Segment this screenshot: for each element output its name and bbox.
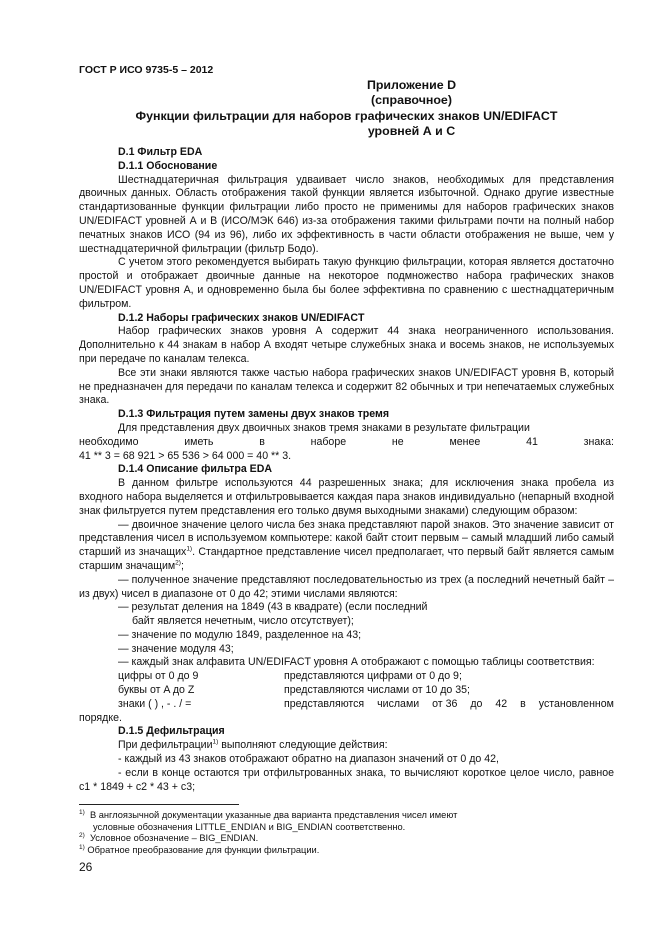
footnote xyxy=(79,810,599,822)
word: числами xyxy=(377,697,420,710)
text-run: При дефильтрации xyxy=(118,739,213,752)
list-item: — значение по модулю 1849, разделенное на 43; xyxy=(118,628,362,641)
annex-label: Приложение D xyxy=(366,78,457,92)
mapping-source: цифры от 0 до 9 xyxy=(118,670,199,683)
footnote-text: Условное обозначение – BIG_ENDIAN. xyxy=(89,833,259,844)
paragraph: Набор графических знаков уровня А содержит 44 знака неограниченного использования. Дополнительно к 44 знакам в набор А входят четыре служебных знака и восемь знаков, не используемых при передаче по каналам телекса. xyxy=(79,325,614,365)
word: до xyxy=(470,697,483,710)
paragraph: Шестнадцатеричная фильтрация удваивает число знаков, необходимых для представления двоичных данных. Область отображения такой функции является избыточной. Однако другие известные стандартизованные функции фильтрации либо просто не применимы для наборов графических знаков UN/EDIFACT уровней А и В (ИСО/МЭК 646) из-за отображения такими фильтрами почти на полный набор печатных знаков ИСО (94 из 96), либо их эффективность в части области отображения не выше, чем у шестнадцатеричной фильтрации (фильтр Бодо). xyxy=(79,173,614,255)
annex-status: (справочное) xyxy=(371,93,452,108)
paragraph-with-footnotes xyxy=(79,519,614,574)
heading-d14: D.1.4 Описание фильтра EDA xyxy=(118,463,273,476)
justified-line xyxy=(79,436,614,450)
paragraph: — полученное значение представляют последовательностью из трех (а последний нечетный байт – из двух) чисел в диапазоне от 0 до 42; этими числами являются: xyxy=(79,573,614,600)
standard-header: ГОСТ Р ИСО 9735-5 – 2012 xyxy=(79,64,214,76)
word: 41 xyxy=(526,435,538,448)
paragraph: - каждый из 43 знаков отображают обратно на диапазон значений от 0 до 42, xyxy=(118,753,499,766)
annex-title-line2: уровней А и С xyxy=(367,124,456,139)
list-item: — значение модуля 43; xyxy=(118,642,234,655)
heading-d13: D.1.3 Фильтрация путем замены двух знаков тремя xyxy=(118,408,390,421)
annex-title-block xyxy=(79,78,614,140)
word: не xyxy=(391,435,404,448)
text-run: выполняют следующие действия: xyxy=(218,739,388,752)
mapping-row xyxy=(79,698,614,712)
word: менее xyxy=(449,435,481,448)
footnote-continuation: условные обозначения LITTLE_ENDIAN и BIG_ENDIAN соответственно. xyxy=(93,821,406,832)
paragraph: Все эти знаки являются также частью набора графических знаков UN/EDIFACT уровня В, который не предназначен для передачи по каналам телекса и содержит 82 обычных и три непечатаемых служебных знака. xyxy=(79,366,614,407)
text-run: ; xyxy=(180,559,184,572)
list-item-continuation: байт является нечетным, число отсутствует); xyxy=(132,615,354,628)
footnote-mark: 1) xyxy=(79,808,85,816)
footnote xyxy=(79,833,599,845)
word: в xyxy=(520,697,526,710)
word: от 36 xyxy=(432,697,458,710)
word: иметь xyxy=(184,435,214,448)
mapping-row xyxy=(79,670,614,684)
mapping-source: знаки ( ) , - . / = xyxy=(118,697,192,710)
heading-d12: D.1.2 Наборы графических знаков UN/EDIFACT xyxy=(118,311,365,324)
word: наборе xyxy=(310,435,347,448)
paragraph-with-footnote xyxy=(79,739,614,753)
word: знака: xyxy=(583,435,614,448)
heading-d11: D.1.1 Обоснование xyxy=(118,159,218,172)
text-run: — двоичное значение целого числа без знака представляют парой знаков. Это значение зависит от представления чисел в используемом компьютере: какой байт стоит первым – самый младший либо самый старший из значащих xyxy=(79,518,614,559)
footnote-ref: 2) xyxy=(175,559,181,567)
footnote-mark: 2) xyxy=(79,832,85,840)
word: в xyxy=(259,435,265,448)
mapping-row xyxy=(79,684,614,698)
footnote-text: Обратное преобразование для функции фильтрации. xyxy=(87,844,320,855)
mapping-target xyxy=(284,698,614,712)
footnote-ref: 1) xyxy=(186,545,193,553)
footnotes xyxy=(79,810,599,856)
footnote-ref: 1) xyxy=(212,738,219,746)
mapping-target: представляются цифрами от 0 до 9; xyxy=(284,670,462,683)
paragraph: — каждый знак алфавита UN/EDIFACT уровня А отображают с помощью таблицы соответствия: xyxy=(118,656,595,669)
footnote-separator xyxy=(79,804,239,805)
mapping-source: буквы от A до Z xyxy=(118,684,195,697)
paragraph: - если в конце остаются три отфильтрованных знака, то вычисляют короткое целое число, равное c1 * 1849 + c2 * 43 + c3; xyxy=(79,766,614,793)
text-run: . Стандартное представление чисел предполагает, что первый байт является самым старшим значащим xyxy=(79,546,614,572)
page-number: 26 xyxy=(79,860,93,874)
paragraph: С учетом этого рекомендуется выбирать такую функцию фильтрации, которая является достаточно простой и отображает двоичные данные на некоторое подмножество набора графических знаков UN/EDIFACT уровня А, и одновременно была бы более эффективна по сравнению с шестнадцатеричным фильтром. xyxy=(79,256,614,310)
footnote-text: В англоязычной документации указанные два варианта представления чисел имеют xyxy=(89,810,458,820)
footnote-mark: 1) xyxy=(79,843,85,851)
list-item: — результат деления на 1849 (43 в квадрате) (если последний xyxy=(118,601,428,614)
footnote xyxy=(79,845,599,857)
heading-d15: D.1.5 Дефильтрация xyxy=(118,725,225,738)
mapping-row-end: порядке. xyxy=(79,711,122,724)
word: установленном xyxy=(538,697,614,710)
word: 42 xyxy=(495,697,508,710)
document-body xyxy=(79,146,614,794)
heading-d1: D.1 Фильтр EDA xyxy=(118,146,203,158)
paragraph: Для представления двух двоичных знаков тремя знаками в результате фильтрации xyxy=(118,421,530,434)
paragraph: В данном фильтре используются 44 разрешенных знака; для исключения знака пробела из входного набора выделяется и отфильтровывается каждая пара знаков индивидуально (непарный входной знак фильтруется путем представления его только двумя выходными знаками) следующим образом: xyxy=(79,477,614,517)
word: представляются xyxy=(284,697,365,710)
formula: 41 ** 3 = 68 921 > 65 536 > 64 000 = 40 ** 3. xyxy=(79,449,292,462)
word: необходимо xyxy=(79,435,139,448)
annex-title-line1: Функции фильтрации для наборов графических знаков UN/EDIFACT xyxy=(135,108,558,123)
mapping-target: представляются числами от 10 до 35; xyxy=(284,684,470,697)
